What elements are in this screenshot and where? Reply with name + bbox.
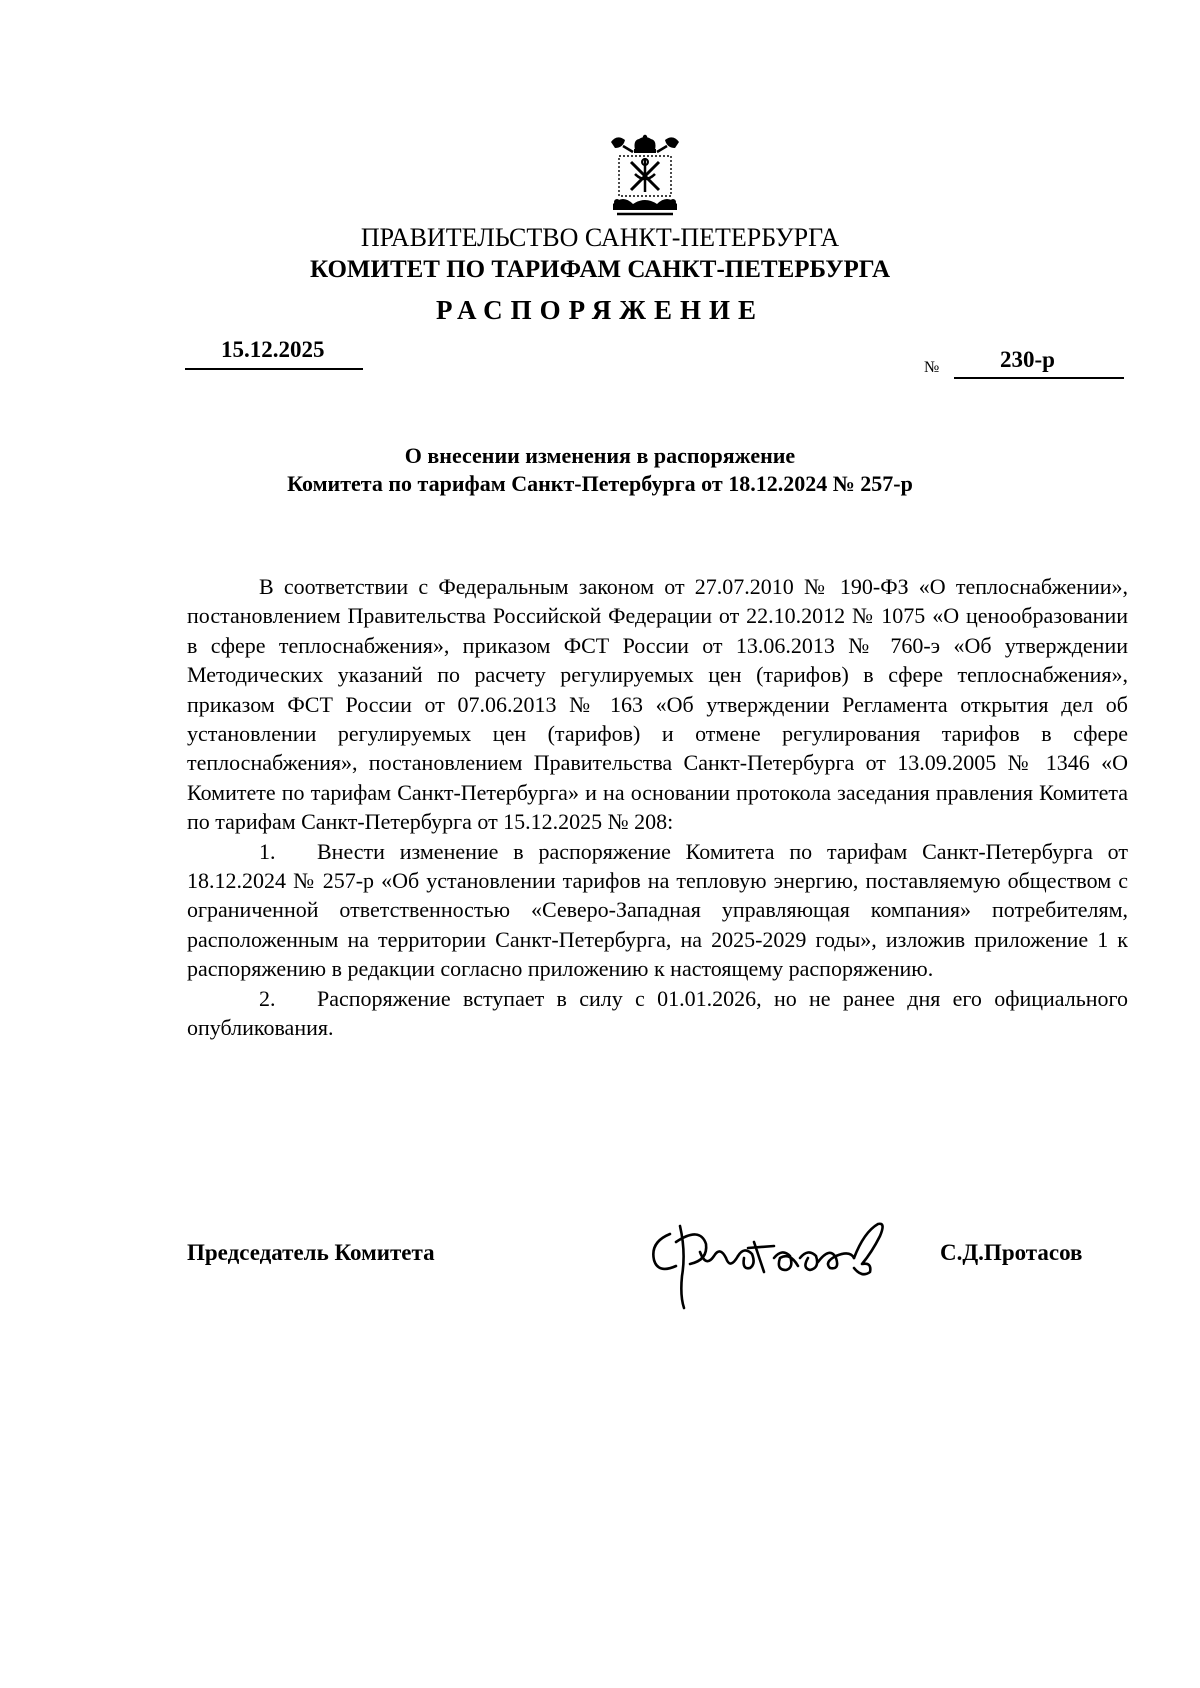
committee-name: КОМИТЕТ ПО ТАРИФАМ САНКТ-ПЕТЕРБУРГА	[309, 256, 891, 283]
signatory-position: Председатель Комитета	[187, 1240, 435, 1265]
document-type: РАСПОРЯЖЕНИЕ	[435, 295, 765, 325]
item-text: Распоряжение вступает в силу с 01.01.2026, но не ранее дня его официального опубликования.	[187, 985, 1128, 1041]
preamble-paragraph: В соответствии с Федеральным законом от 27.07.2010 № 190-ФЗ «О теплоснабжении», постановлением Правительства Российской Федерации от 22.10.2012 № 1075 «О ценообразовании в сфере теплоснабжения», приказом ФСТ России от 13.06.2013 № 760-э «Об утверждении Методических указаний по расчету регулируемых цен (тарифов) в сфере теплоснабжения», приказом ФСТ России от 07.06.2013 № 163 «Об утверждении Регламента открытия дел об установлении регулируемых цен (тарифов) и отмене регулирования тарифов в сфере теплоснабжения», постановлением Правительства Санкт-Петербурга от 13.09.2005 № 1346 «О Комитете по тарифам Санкт-Петербурга» и на основании протокола заседания правления Комитета по тарифам Санкт-Петербурга от 15.12.2025 № 208:	[187, 574, 1128, 835]
item-text: Внести изменение в распоряжение Комитета по тарифам Санкт-Петербурга от 18.12.2024 № 257-р «Об установлении тарифов на тепловую энергию, поставляемую обществом с ограниченной ответственностью «Северо-Западная управляющая компания» потребителям, расположенным на территории Санкт-Петербурга, на 2025-2029 годы», изложив приложение 1 к распоряжению в редакции согласно приложению к настоящему распоряжению.	[187, 838, 1128, 982]
item-number: 1.	[259, 838, 276, 864]
document-title-line-2: Комитета по тарифам Санкт-Петербурга от 18.12.2024 № 257-р	[287, 471, 913, 496]
document-date-field	[185, 337, 363, 370]
handwritten-signature-icon	[640, 1212, 910, 1317]
list-item	[187, 984, 1128, 1043]
document-date: 15.12.2025	[221, 337, 325, 362]
document-number: 230-р	[1000, 347, 1055, 372]
date-underline	[185, 368, 363, 370]
signatory-name: С.Д.Протасов	[940, 1240, 1083, 1265]
government-name: ПРАВИТЕЛЬСТВО САНКТ-ПЕТЕРБУРГА	[360, 223, 840, 252]
coat-of-arms-emblem-icon	[603, 132, 687, 218]
number-sign: №	[924, 359, 940, 376]
document-body	[187, 572, 1128, 1043]
item-number: 2.	[259, 985, 276, 1011]
document-number-field	[924, 345, 1124, 379]
document-title-line-1: О внесении изменения в распоряжение	[404, 443, 796, 468]
number-underline	[954, 377, 1124, 379]
list-item	[187, 837, 1128, 984]
